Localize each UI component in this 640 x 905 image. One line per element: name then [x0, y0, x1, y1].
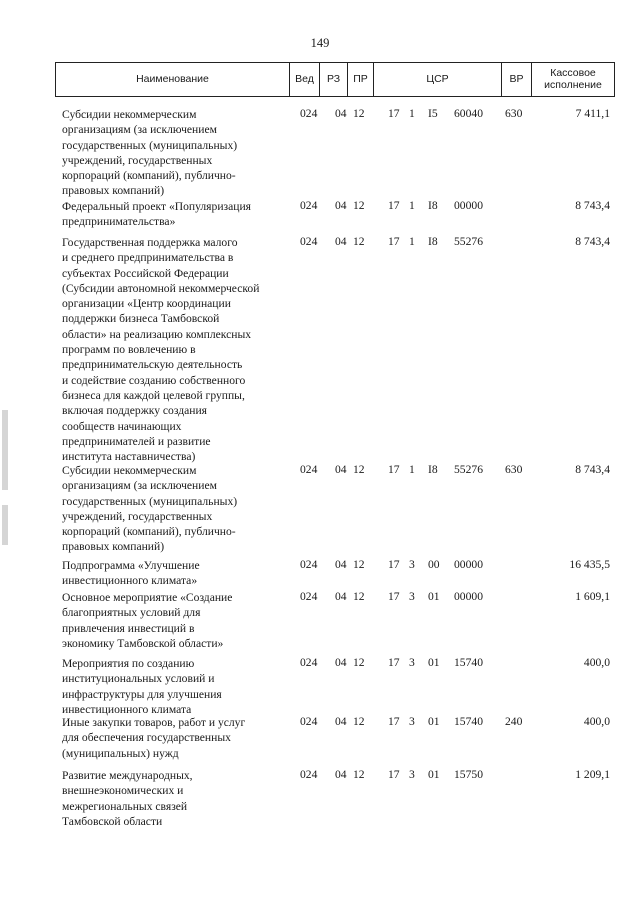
row-name-line: для обеспечения государственных: [62, 731, 231, 745]
row-name: [62, 590, 294, 651]
row-name-line: Федеральный проект «Популяризация: [62, 200, 251, 213]
row-name-line: бизнеса для каждой целевой группы,: [62, 388, 245, 402]
cell-csr4: 55276: [454, 235, 483, 248]
row-name-line: Субсидии некоммерческим: [62, 464, 197, 477]
cell-csr3: I5: [428, 107, 438, 120]
row-name-line: благоприятных условий для: [62, 606, 201, 620]
row-name-line: предпринимательскую деятельность: [62, 358, 243, 372]
cell-csr4: 00000: [454, 199, 483, 212]
cell-csr4: 15750: [454, 768, 483, 781]
header-name: Наименование: [56, 63, 290, 96]
cell-pr: 12: [353, 656, 365, 669]
cell-rz: 04: [335, 558, 347, 571]
row-name-line: включая поддержку создания: [62, 404, 208, 418]
cell-pr: 12: [353, 558, 365, 571]
cell-csr2: 1: [409, 235, 415, 248]
cell-csr1: 17: [388, 199, 400, 212]
cell-csr1: 17: [388, 590, 400, 603]
cell-csr1: 17: [388, 463, 400, 476]
cell-ved: 024: [300, 558, 318, 571]
row-name-line: и среднего предпринимательства в: [62, 251, 234, 265]
row-name-line: государственных (муниципальных): [62, 138, 238, 152]
cell-amount: 400,0: [583, 715, 610, 728]
row-name-line: предпринимательства»: [62, 215, 176, 229]
cell-csr4: 55276: [454, 463, 483, 476]
row-name-line: субъектах Российской Федерации: [62, 266, 229, 280]
cell-vr: 240: [505, 715, 523, 728]
row-name: [62, 463, 294, 555]
cell-rz: 04: [335, 235, 347, 248]
row-name-line: поддержки бизнеса Тамбовской: [62, 312, 220, 326]
cell-pr: 12: [353, 463, 365, 476]
header-ved: Вед: [290, 63, 320, 96]
cell-rz: 04: [335, 463, 347, 476]
page-number: 149: [310, 36, 330, 50]
cell-pr: 12: [353, 715, 365, 728]
row-name: [62, 107, 294, 199]
cell-csr2: 1: [409, 107, 415, 120]
row-name-line: правовых компаний): [62, 184, 165, 198]
row-name-line: корпораций (компаний), публично-: [62, 525, 236, 539]
row-name-line: Подпрограмма «Улучшение: [62, 559, 200, 572]
cell-csr3: I8: [428, 235, 438, 248]
cell-csr4: 00000: [454, 558, 483, 571]
cell-csr2: 3: [409, 715, 415, 728]
cell-csr4: 00000: [454, 590, 483, 603]
cell-ved: 024: [300, 199, 318, 212]
row-name-line: предпринимателей и развитие: [62, 434, 211, 448]
cell-vr: 630: [505, 107, 523, 120]
row-name-line: Тамбовской области: [62, 814, 163, 828]
cell-csr3: I8: [428, 463, 438, 476]
cell-pr: 12: [353, 590, 365, 603]
cell-csr1: 17: [388, 656, 400, 669]
cell-csr1: 17: [388, 558, 400, 571]
row-name-line: (Субсидии автономной некоммерческой: [62, 281, 260, 295]
row-name-line: государственных (муниципальных): [62, 494, 238, 508]
scan-edge-mark: [2, 505, 8, 545]
row-name-line: организациям (за исключением: [62, 123, 217, 137]
row-name: [62, 558, 294, 589]
cell-amount: 400,0: [583, 656, 610, 669]
row-name-line: Мероприятия по созданию: [62, 657, 195, 670]
cell-rz: 04: [335, 590, 347, 603]
row-name-line: организации «Центр координации: [62, 297, 231, 311]
row-name-line: (муниципальных) нужд: [62, 746, 179, 760]
cell-rz: 04: [335, 656, 347, 669]
row-name-line: Субсидии некоммерческим: [62, 108, 197, 121]
cell-amount: 1 609,1: [575, 590, 610, 603]
cell-csr2: 3: [409, 558, 415, 571]
cell-ved: 024: [300, 463, 318, 476]
row-name: [62, 715, 294, 761]
row-name-line: инвестиционного климата»: [62, 574, 198, 588]
cell-ved: 024: [300, 656, 318, 669]
cell-ved: 024: [300, 235, 318, 248]
row-name: [62, 656, 294, 717]
table-header: [55, 62, 615, 97]
header-amount: Кассовое исполнение: [544, 66, 602, 91]
cell-csr3: 01: [428, 656, 440, 669]
cell-vr: 630: [505, 463, 523, 476]
row-name-line: учреждений, государственных: [62, 153, 213, 167]
cell-ved: 024: [300, 590, 318, 603]
cell-csr3: 00: [428, 558, 440, 571]
header-rz: РЗ: [320, 63, 348, 96]
cell-csr1: 17: [388, 107, 400, 120]
row-name-line: межрегиональных связей: [62, 799, 188, 813]
row-name-line: учреждений, государственных: [62, 509, 213, 523]
row-name: [62, 235, 294, 464]
cell-csr2: 3: [409, 768, 415, 781]
header-csr: ЦСР: [374, 63, 502, 96]
cell-csr1: 17: [388, 768, 400, 781]
row-name-line: института наставничества): [62, 450, 196, 464]
row-name-line: Основное мероприятие «Создание: [62, 591, 233, 604]
cell-csr3: 01: [428, 768, 440, 781]
cell-amount: 8 743,4: [575, 235, 610, 248]
cell-ved: 024: [300, 715, 318, 728]
scan-edge-mark: [2, 410, 8, 490]
row-name-line: Развитие международных,: [62, 769, 193, 782]
row-name-line: организациям (за исключением: [62, 479, 217, 493]
cell-amount: 16 435,5: [569, 558, 610, 571]
row-name-line: программ по вовлечению в: [62, 343, 196, 357]
cell-csr4: 15740: [454, 715, 483, 728]
cell-csr4: 15740: [454, 656, 483, 669]
row-name-line: Государственная поддержка малого: [62, 236, 238, 249]
row-name-line: области» на реализацию комплексных: [62, 327, 252, 341]
cell-amount: 8 743,4: [575, 463, 610, 476]
cell-csr3: 01: [428, 715, 440, 728]
row-name-line: институциональных условий и: [62, 672, 215, 686]
cell-pr: 12: [353, 107, 365, 120]
cell-amount: 8 743,4: [575, 199, 610, 212]
cell-csr3: I8: [428, 199, 438, 212]
cell-rz: 04: [335, 715, 347, 728]
cell-csr4: 60040: [454, 107, 483, 120]
row-name-line: корпораций (компаний), публично-: [62, 169, 236, 183]
row-name: [62, 199, 294, 230]
row-name: [62, 768, 294, 829]
row-name-line: экономику Тамбовской области»: [62, 636, 224, 650]
cell-csr1: 17: [388, 235, 400, 248]
row-name-line: инфраструктуры для улучшения: [62, 687, 222, 701]
row-name-line: и содействие созданию собственного: [62, 373, 246, 387]
cell-amount: 7 411,1: [575, 107, 610, 120]
cell-ved: 024: [300, 107, 318, 120]
row-name-line: привлечения инвестиций в: [62, 621, 195, 635]
row-name-line: инвестиционного климата: [62, 702, 192, 716]
row-name-line: сообществ начинающих: [62, 419, 182, 433]
cell-amount: 1 209,1: [575, 768, 610, 781]
cell-ved: 024: [300, 768, 318, 781]
header-vr: ВР: [502, 63, 532, 96]
cell-rz: 04: [335, 107, 347, 120]
row-name-line: внешнеэкономических и: [62, 784, 184, 798]
cell-pr: 12: [353, 768, 365, 781]
cell-csr2: 3: [409, 656, 415, 669]
cell-csr2: 3: [409, 590, 415, 603]
cell-pr: 12: [353, 235, 365, 248]
row-name-line: правовых компаний): [62, 540, 165, 554]
cell-csr3: 01: [428, 590, 440, 603]
cell-rz: 04: [335, 199, 347, 212]
cell-csr1: 17: [388, 715, 400, 728]
cell-pr: 12: [353, 199, 365, 212]
cell-rz: 04: [335, 768, 347, 781]
header-pr: ПР: [348, 63, 374, 96]
row-name-line: Иные закупки товаров, работ и услуг: [62, 716, 246, 729]
cell-csr2: 1: [409, 463, 415, 476]
cell-csr2: 1: [409, 199, 415, 212]
